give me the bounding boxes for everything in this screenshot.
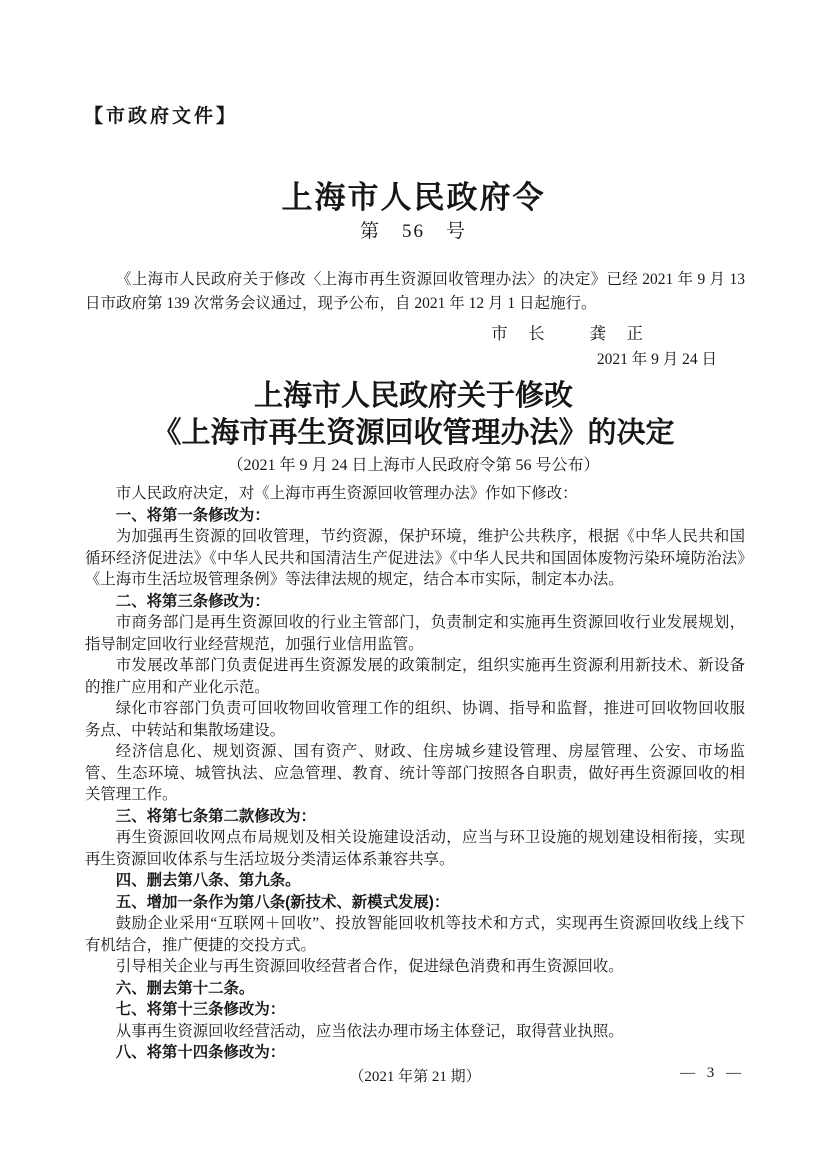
body-paragraph: 引导相关企业与再生资源回收经营者合作，促进绿色消费和再生资源回收。 (115, 958, 624, 975)
body-paragraph: 市发展改革部门负责促进再生资源发展的政策制定，组织实施再生资源利用新技术、新设备的推广应用和产业化示范。 (85, 657, 745, 696)
body-paragraph: 经济信息化、规划资源、国有资产、财政、住房城乡建设管理、房屋管理、公安、市场监管、生态环境、城管执法、应急管理、教育、统计等部门按照各自职责，做好再生资源回收的相关管理工作。 (85, 743, 745, 803)
footer-issue-label: （2021 年第 21 期） (349, 1069, 481, 1085)
body-paragraph: 再生资源回收网点布局规划及相关设施建设活动，应当与环卫设施的规划建设相衔接，实现再生资源回收体系与生活垃圾分类清运体系兼容共享。 (85, 829, 745, 868)
decision-title-line2: 《上海市再生资源回收管理办法》的决定 (152, 417, 675, 449)
decision-title-line1: 上海市人民政府关于修改 (253, 380, 573, 412)
decision-title (0, 378, 827, 452)
decision-body (85, 483, 745, 1063)
body-paragraph: 为加强再生资源的回收管理，节约资源，保护环境，维护公共秩序，根据《中华人民共和国循环经济促进法》《中华人民共和国清洁生产促进法》《中华人民共和国固体废物污染环境防治法》《上海市生活垃圾管理条例》等法律法规的规定，结合本市实际，制定本办法。 (85, 528, 745, 588)
amendment-heading: 三、将第七条第二款修改为： (115, 807, 316, 825)
amendment-heading: 七、将第十三条修改为： (115, 1001, 286, 1018)
amendment-heading: 六、删去第十二条。 (115, 979, 255, 997)
amendment-heading: 八、将第十四条修改为： (115, 1044, 286, 1061)
order-number: 第 56 号 (359, 221, 467, 242)
signature-date: 2021 年 9 月 24 日 (596, 351, 717, 368)
signer-title: 市 长 (491, 324, 547, 343)
body-paragraph: 市商务部门是再生资源回收的行业主管部门，负责制定和实施再生资源回收行业发展规划，指导制定回收行业经营规范，加强行业信用监管。 (85, 614, 745, 653)
body-paragraph: 从事再生资源回收经营活动，应当依法办理市场主体登记，取得营业执照。 (115, 1022, 624, 1040)
amendment-heading: 一、将第一条修改为： (115, 506, 270, 524)
body-paragraph: 鼓励企业采用“互联网＋回收”、投放智能回收机等技术和方式，实现再生资源回收线上线下有机结合，推广便捷的交投方式。 (85, 915, 745, 954)
amendment-heading: 五、增加一条作为第八条(新技术、新模式发展)： (115, 893, 450, 911)
order-intro-paragraph: 《上海市人民政府关于修改〈上海市再生资源回收管理办法〉的决定》已经 2021 年 9 月 13 日市政府第 139 次常务会议通过，现予公布，自 2021 年 12 月 1 日起施行。 (85, 270, 745, 312)
page-footer (85, 1065, 745, 1086)
amendment-heading: 二、将第三条修改为： (115, 592, 270, 610)
body-paragraph: 绿化市容部门负责可回收物回收管理工作的组织、协调、指导和监督，推进可回收物回收服务点、中转站和集散场建设。 (85, 700, 745, 739)
publication-note: （2021 年 9 月 24 日上海市人民政府令第 56 号公布） (227, 457, 600, 474)
section-tag: 【市政府文件】 (84, 106, 239, 127)
amendment-heading: 四、删去第八条、第九条。 (115, 872, 301, 889)
order-title: 上海市人民政府令 (281, 180, 546, 215)
signer-name: 龚 正 (589, 324, 645, 343)
footer-page-number: — 3 — (680, 1065, 745, 1081)
signature-line (491, 320, 645, 344)
body-paragraph: 市人民政府决定，对《上海市再生资源回收管理办法》作如下修改： (115, 485, 578, 502)
